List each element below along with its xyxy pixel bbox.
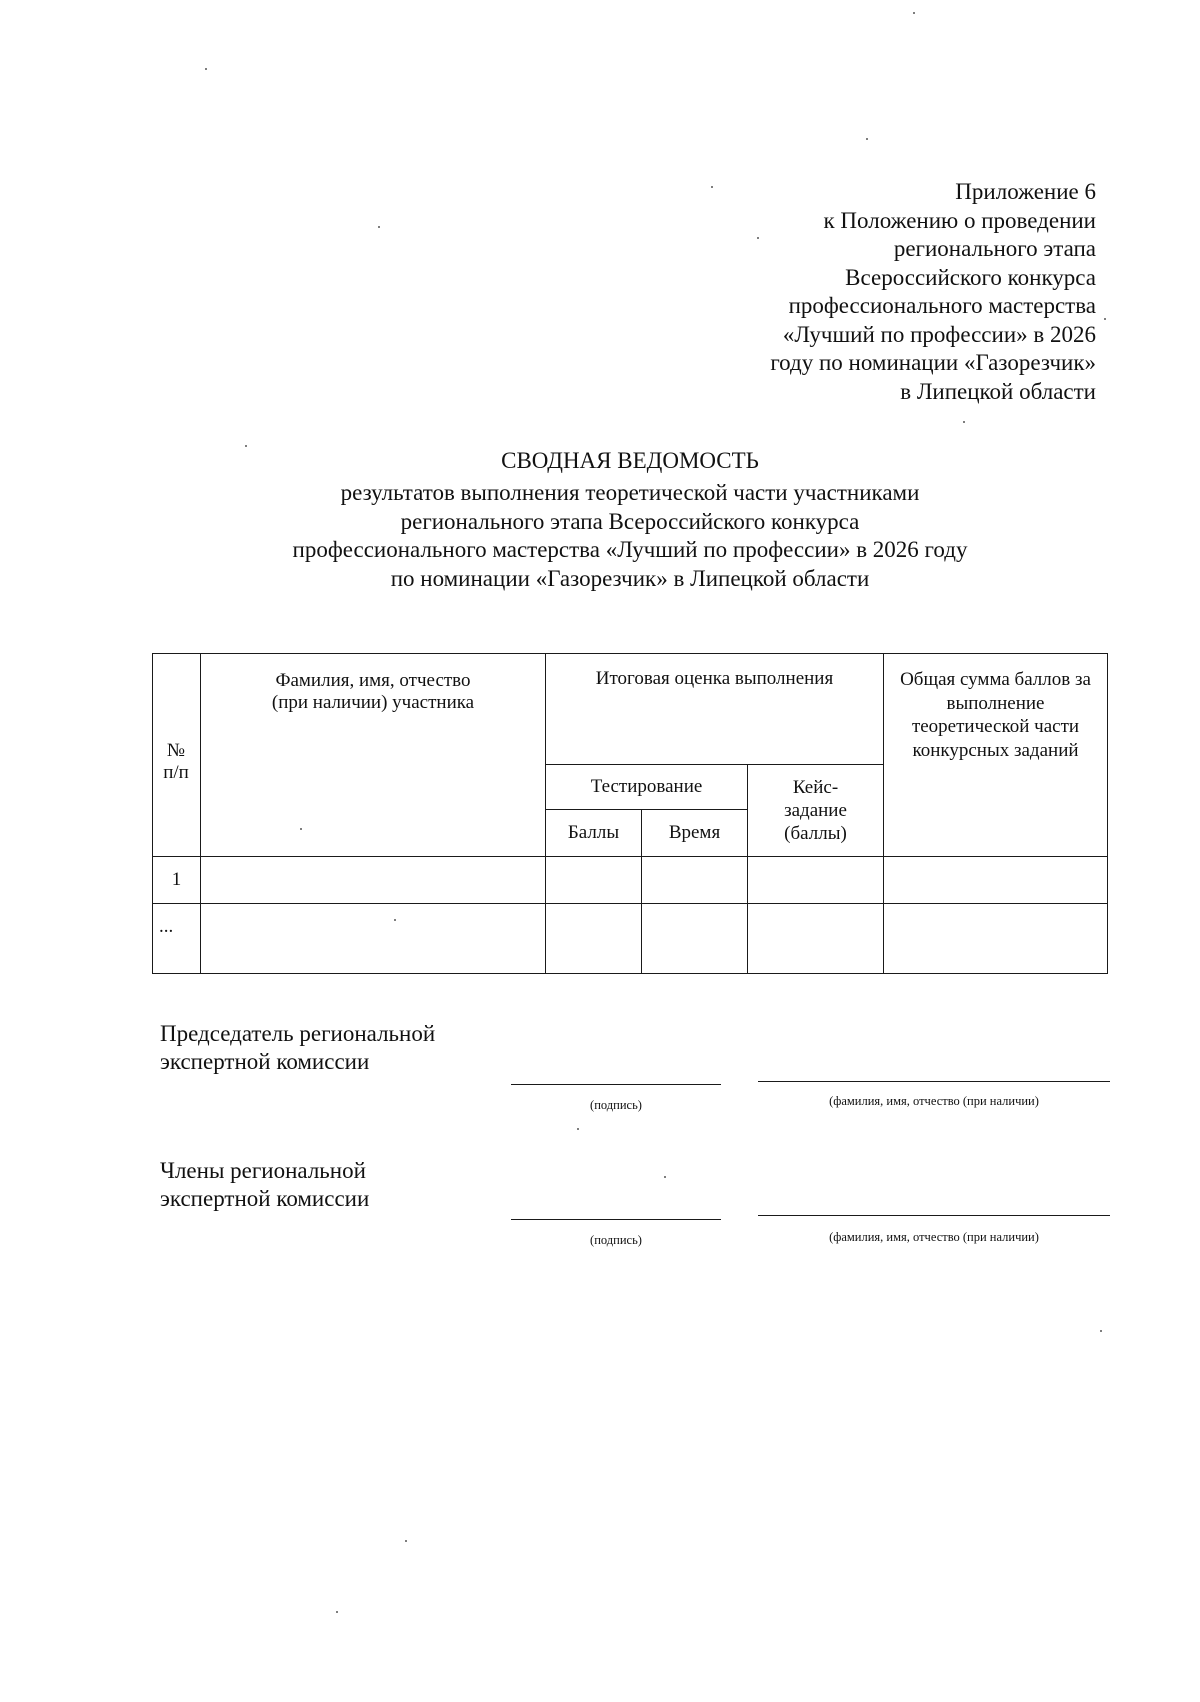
scan-speck — [205, 68, 207, 70]
header-total — [884, 654, 1108, 857]
header-case — [748, 765, 884, 857]
document-subtitle — [0, 479, 1200, 594]
header-final-label: Итоговая оценка выполнения — [595, 668, 834, 689]
scan-speck — [866, 138, 868, 140]
members-label — [160, 1157, 369, 1213]
row-number-label: ... — [159, 916, 174, 937]
appendix-line: Всероссийского конкурса — [845, 264, 1096, 290]
row-points-cell — [546, 904, 642, 974]
scan-speck — [664, 1176, 666, 1178]
appendix-line: «Лучший по профессии» в 2026 — [782, 321, 1096, 347]
header-testing — [546, 765, 748, 810]
scan-speck — [913, 12, 915, 14]
subtitle-line: результатов выполнения теоретической части участниками — [340, 480, 920, 505]
table-row — [153, 904, 1108, 974]
members-name-caption: (фамилия, имя, отчество (при наличии) — [829, 1230, 1039, 1244]
scan-speck — [963, 421, 965, 423]
row-number-label: 1 — [171, 869, 182, 890]
scan-speck — [245, 445, 247, 447]
row-number — [153, 857, 201, 904]
header-testing-label: Тестирование — [590, 776, 703, 797]
row-time-cell — [642, 904, 748, 974]
appendix-header — [770, 178, 1096, 406]
chairman-name-caption: (фамилия, имя, отчество (при наличии) — [829, 1094, 1039, 1108]
scan-speck — [1104, 318, 1106, 320]
appendix-line: регионального этапа — [893, 236, 1096, 261]
document-title: СВОДНАЯ ВЕДОМОСТЬ — [501, 448, 759, 473]
results-table — [152, 653, 1108, 974]
scan-speck — [1100, 1330, 1102, 1332]
members-name-line[interactable] — [758, 1215, 1110, 1216]
header-time — [642, 810, 748, 857]
appendix-line: профессионального мастерства — [788, 293, 1096, 318]
subtitle-line: по номинации «Газорезчик» в Липецкой области — [390, 566, 870, 592]
scan-speck — [757, 237, 759, 239]
row-name-cell — [201, 857, 546, 904]
chairman-signature-line[interactable] — [511, 1084, 721, 1085]
scan-speck — [577, 1128, 579, 1130]
row-name-cell — [201, 904, 546, 974]
appendix-line: к Положению о проведении — [823, 207, 1096, 233]
header-name-label: Фамилия, имя, отчество (при наличии) участника — [271, 670, 475, 713]
header-time-label: Время — [668, 822, 721, 843]
scan-speck — [300, 828, 302, 830]
scan-speck — [711, 186, 713, 188]
members-signature-line[interactable] — [511, 1219, 721, 1220]
row-total-cell — [884, 857, 1108, 904]
chairman-label — [160, 1020, 435, 1076]
scan-speck — [394, 919, 396, 921]
appendix-line: году по номинации «Газорезчик» — [770, 350, 1096, 375]
scan-speck — [336, 1611, 338, 1613]
row-case-cell — [748, 857, 884, 904]
table-row — [153, 857, 1108, 904]
header-final — [546, 654, 884, 765]
chairman-signature-caption: (подпись) — [590, 1098, 642, 1112]
header-case-label: Кейс-задание (баллы) — [784, 777, 847, 844]
chairman-label-line: Председатель региональной — [160, 1021, 436, 1046]
appendix-line: в Липецкой области — [900, 378, 1096, 404]
chairman-name-line[interactable] — [758, 1081, 1110, 1082]
row-total-cell — [884, 904, 1108, 974]
members-signature-caption: (подпись) — [590, 1233, 642, 1247]
header-points — [546, 810, 642, 857]
scan-speck — [405, 1540, 407, 1542]
appendix-line: Приложение 6 — [955, 179, 1096, 204]
subtitle-line: регионального этапа Всероссийского конкурса — [400, 508, 860, 534]
header-total-label: Общая сумма баллов за выполнение теоретической части конкурсных заданий — [900, 669, 1091, 761]
members-label-line: Члены региональной — [160, 1158, 366, 1183]
header-points-label: Баллы — [567, 822, 620, 843]
row-time-cell — [642, 857, 748, 904]
members-label-line: экспертной комиссии — [160, 1186, 370, 1211]
chairman-label-line: экспертной комиссии — [160, 1049, 370, 1074]
subtitle-line: профессионального мастерства «Лучший по профессии» в 2026 году — [292, 537, 968, 563]
row-points-cell — [546, 857, 642, 904]
scan-speck — [378, 226, 380, 228]
header-number-label: № п/п — [163, 740, 189, 783]
row-number — [153, 904, 201, 974]
header-name — [201, 654, 546, 857]
header-number — [153, 654, 201, 857]
row-case-cell — [748, 904, 884, 974]
